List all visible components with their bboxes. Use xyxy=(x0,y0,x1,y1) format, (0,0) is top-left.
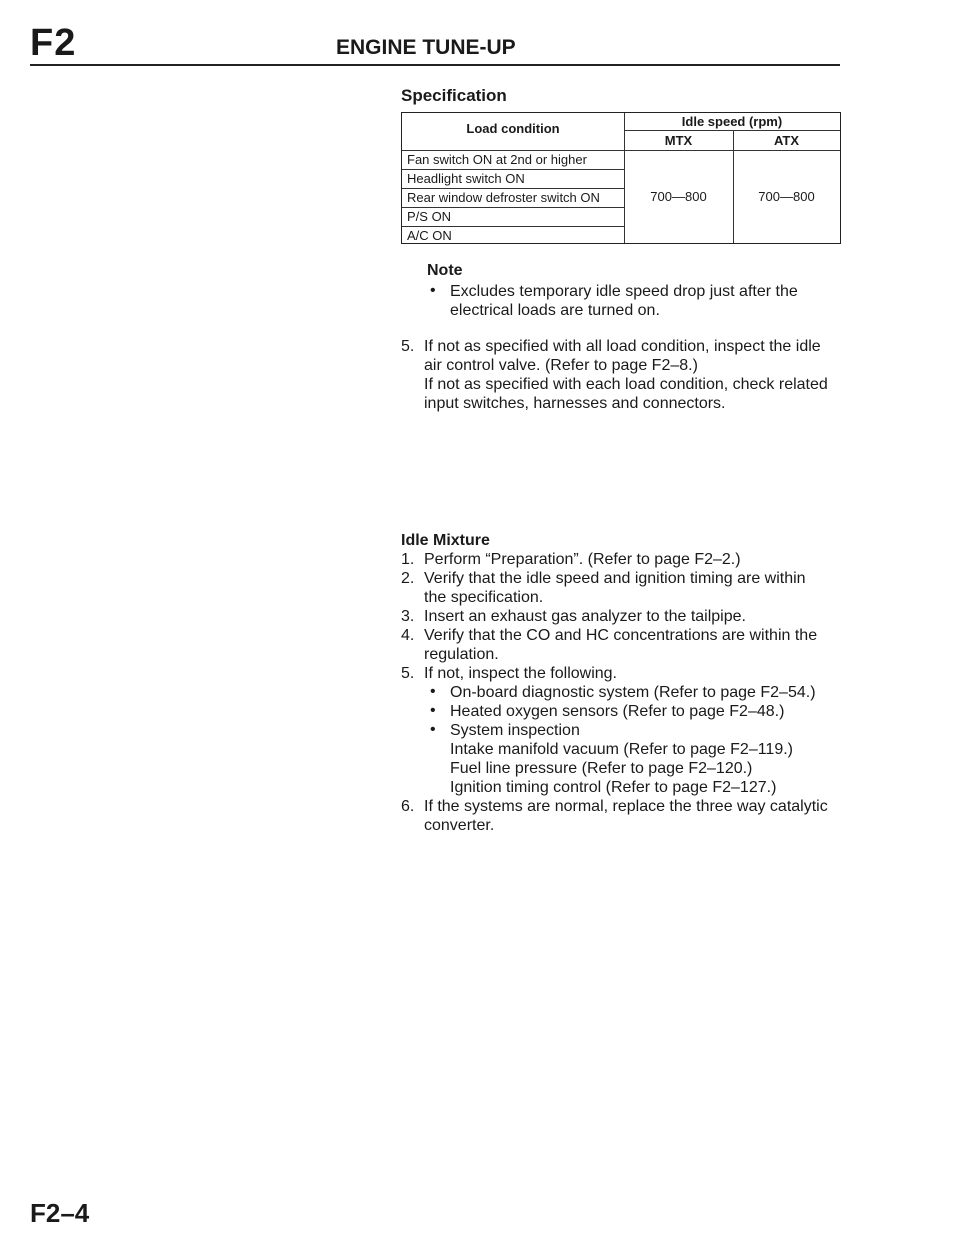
step-number: 3. xyxy=(401,608,415,625)
bullet-icon: • xyxy=(430,282,436,299)
step-number: 6. xyxy=(401,798,415,815)
step-text: If the systems are normal, replace the three way catalytic xyxy=(424,798,828,815)
sub-item-text: Intake manifold vacuum (Refer to page F2–119.) xyxy=(450,741,793,758)
step-text: Verify that the idle speed and ignition timing are within xyxy=(424,570,806,587)
section-code: F2 xyxy=(30,22,77,64)
table-divider xyxy=(402,188,624,189)
step-text: If not, inspect the following. xyxy=(424,665,617,682)
table-row-label: Headlight switch ON xyxy=(407,171,525,186)
note-text: electrical loads are turned on. xyxy=(450,302,660,319)
note-text: Excludes temporary idle speed drop just after the xyxy=(450,283,798,300)
idle-mixture-heading: Idle Mixture xyxy=(401,532,490,549)
step-text: Verify that the CO and HC concentrations are within the xyxy=(424,627,818,644)
step-number: 5. xyxy=(401,338,415,355)
step-text: regulation. xyxy=(424,646,499,663)
table-divider xyxy=(624,130,840,131)
step-text: the specification. xyxy=(424,589,544,606)
page-title: ENGINE TUNE-UP xyxy=(336,36,516,59)
step-number: 5. xyxy=(401,665,415,682)
step-number: 2. xyxy=(401,570,415,587)
sub-item-text: Ignition timing control (Refer to page F2–127.) xyxy=(450,779,777,796)
step-text: input switches, harnesses and connectors. xyxy=(424,395,726,412)
table-header-mtx: MTX xyxy=(664,133,693,148)
table-divider xyxy=(402,226,624,227)
page-number: F2–4 xyxy=(30,1198,90,1228)
table-row-label: Rear window defroster switch ON xyxy=(407,190,600,205)
specification-heading: Specification xyxy=(401,86,507,105)
table-header-idle-speed: Idle speed (rpm) xyxy=(681,114,783,129)
bullet-icon: • xyxy=(430,702,436,719)
bullet-icon: • xyxy=(430,683,436,700)
table-row-label: A/C ON xyxy=(407,228,452,243)
table-row-label: Fan switch ON at 2nd or higher xyxy=(407,152,587,167)
step-text: converter. xyxy=(424,817,495,834)
table-header-atx: ATX xyxy=(773,133,800,148)
note-heading: Note xyxy=(427,262,463,279)
table-divider xyxy=(402,207,624,208)
sub-item-text: Fuel line pressure (Refer to page F2–120.) xyxy=(450,760,753,777)
table-divider xyxy=(402,169,624,170)
step-text: If not as specified with each load condition, check related xyxy=(424,376,828,393)
step-text: air control valve. (Refer to page F2–8.) xyxy=(424,357,698,374)
bullet-text: On-board diagnostic system (Refer to page F2–54.) xyxy=(450,684,816,701)
step-number: 1. xyxy=(401,551,415,568)
spec-table xyxy=(401,112,841,244)
mtx-idle-value: 700—800 xyxy=(650,189,707,204)
bullet-text: System inspection xyxy=(450,722,580,739)
bullet-icon: • xyxy=(430,721,436,738)
step-number: 4. xyxy=(401,627,415,644)
step-text: Perform “Preparation”. (Refer to page F2–2.) xyxy=(424,551,741,568)
step-text: Insert an exhaust gas analyzer to the tailpipe. xyxy=(424,608,746,625)
table-header-load-condition: Load condition xyxy=(466,121,560,136)
header-rule xyxy=(30,64,840,66)
bullet-text: Heated oxygen sensors (Refer to page F2–48.) xyxy=(450,703,785,720)
step-text: If not as specified with all load condition, inspect the idle xyxy=(424,338,821,355)
atx-idle-value: 700—800 xyxy=(758,189,815,204)
table-row-label: P/S ON xyxy=(407,209,452,224)
table-divider xyxy=(402,150,840,151)
